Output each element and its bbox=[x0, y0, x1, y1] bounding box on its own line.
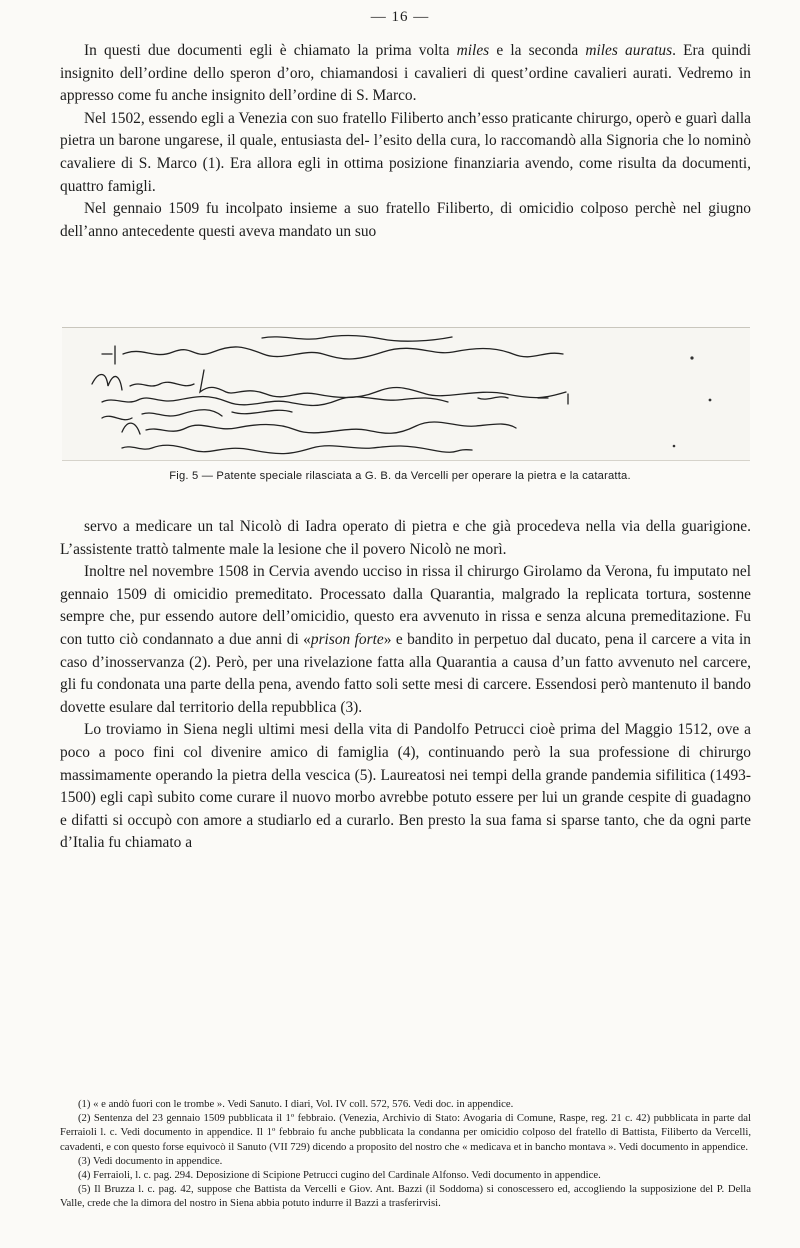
paragraph: Nel 1502, essendo egli a Venezia con suo fratello Filiberto anch’esso praticante chirurgo, operò e guarì dalla pietra un barone ungarese, il quale, entusiasta del- l’esito della cura, lo raccomandò alla Signoria che lo nominò cavaliere di S. Marco (1). Era allora egli in ottima posizione finanziaria avendo, come risulta da documenti, quattro famigli. bbox=[60, 109, 751, 195]
body-text-bottom bbox=[60, 516, 751, 855]
paragraph: Nel gennaio 1509 fu incolpato insieme a suo fratello Filiberto, di omicidio colposo perchè nel giugno dell’anno antecedente questi aveva mandato un suo bbox=[60, 200, 751, 240]
figure-caption: Fig. 5 — Patente speciale rilasciata a G. B. da Vercelli per operare la pietra e la cataratta. bbox=[169, 470, 631, 482]
body-text-top bbox=[60, 40, 751, 243]
page-number: — 16 — bbox=[370, 9, 430, 25]
figure-manuscript-image bbox=[62, 327, 750, 461]
footnote: (1) « e andò fuori con le trombe ». Vedi Sanuto. I diari, Vol. IV coll. 572, 576. Vedi doc. in appendice. bbox=[78, 1098, 514, 1110]
footnote: (3) Vedi documento in appendice. bbox=[78, 1154, 223, 1167]
paragraph: In questi due documenti egli è chiamato la prima volta miles e la seconda miles auratus. Era quindi insignito dell’ordine dello speron d’oro, chiamandosi i cavalieri di quest’ordine cavalieri aurati. Vedremo in appresso come fu anche insignito dell’ordine di S. Marco. bbox=[60, 42, 751, 105]
footnote: (5) Il Bruzza l. c. pag. 42, suppose che Battista da Vercelli e Giov. Ant. Bazzi (il Soddoma) si conoscessero ed, accogliendo la supposizione del P. Della Valle, crede che la dimora del nostro in Siena abbia potuto indurre il Bazzi a trasferirvisi. bbox=[60, 1183, 751, 1210]
footnotes bbox=[60, 1097, 751, 1211]
handwriting-illustration bbox=[62, 328, 750, 460]
paragraph: Lo troviamo in Siena negli ultimi mesi della vita di Pandolfo Petrucci cioè prima del Maggio 1512, ove a poco a poco fini col divenire amico di famiglia (4), continuando però la sua professione di chirurgo massimamente operando la pietra della vescica (5). Laureatosi nei tempi della grande pandemia sifilitica (1493-1500) egli capì subito come curare il nuovo morbo avrebbe potuto essere per lui un grande cespite di guadagno e difatti si occupò con amore a studiarlo ed a curarlo. Ben presto la sua fama si sparse tanto, che da ogni parte d’Italia fu chiamato a bbox=[60, 721, 751, 852]
footnote: (4) Ferraioli, l. c. pag. 294. Deposizione di Scipione Petrucci cugino del Cardinale Alfonso. Vedi documento in appendice. bbox=[78, 1169, 601, 1182]
footnote: (2) Sentenza del 23 gennaio 1509 pubblicata il 1º febbraio. (Venezia, Archivio di Stato: Avogaria di Comune, Raspe, reg. 21 c. 42) pubblicata in parte dal Ferraioli l. c. Vedi documento in appendice. Il 1º febbraio fu anche pubblicata la condanna per omicidio colposo del fratello di Battista, Filiberto da Vercelli, cavadenti, e con questo forse equivocò il Sanuto (VII 729) dicendo a proposito del nostro che « medicava et in bancho montava ». Vedi documento in appendice. bbox=[60, 1112, 751, 1153]
paragraph: Inoltre nel novembre 1508 in Cervia avendo ucciso in rissa il chirurgo Girolamo da Verona, fu imputato nel gennaio 1509 di omicidio premeditato. Processato dalla Quarantia, malgrado la replicata tortura, sostenne sempre che, pur essendo autore dell’omicidio, questo era avvenuto in rissa e senza alcuna premeditazione. Fu con tutto ciò condannato a due anni di «prison forte» e bandito in perpetuo dal ducato, pena il carcere a vita in caso d’inosservanza (2). Però, per una rivelazione fatta alla Quarantia a causa d’un fatto avvenuto nel carcere, gli fu condonata una parte della pena, avendo fatto soli sette mesi di carcere. Essendosi però mantenuto il bando dovette esulare dal territorio della repubblica (3). bbox=[60, 563, 751, 716]
paragraph: servo a medicare un tal Nicolò di Iadra operato di pietra e che già procedeva nella via della guarigione. L’assistente trattò talmente male la lesione che il povero Nicolò ne morì. bbox=[60, 518, 751, 558]
